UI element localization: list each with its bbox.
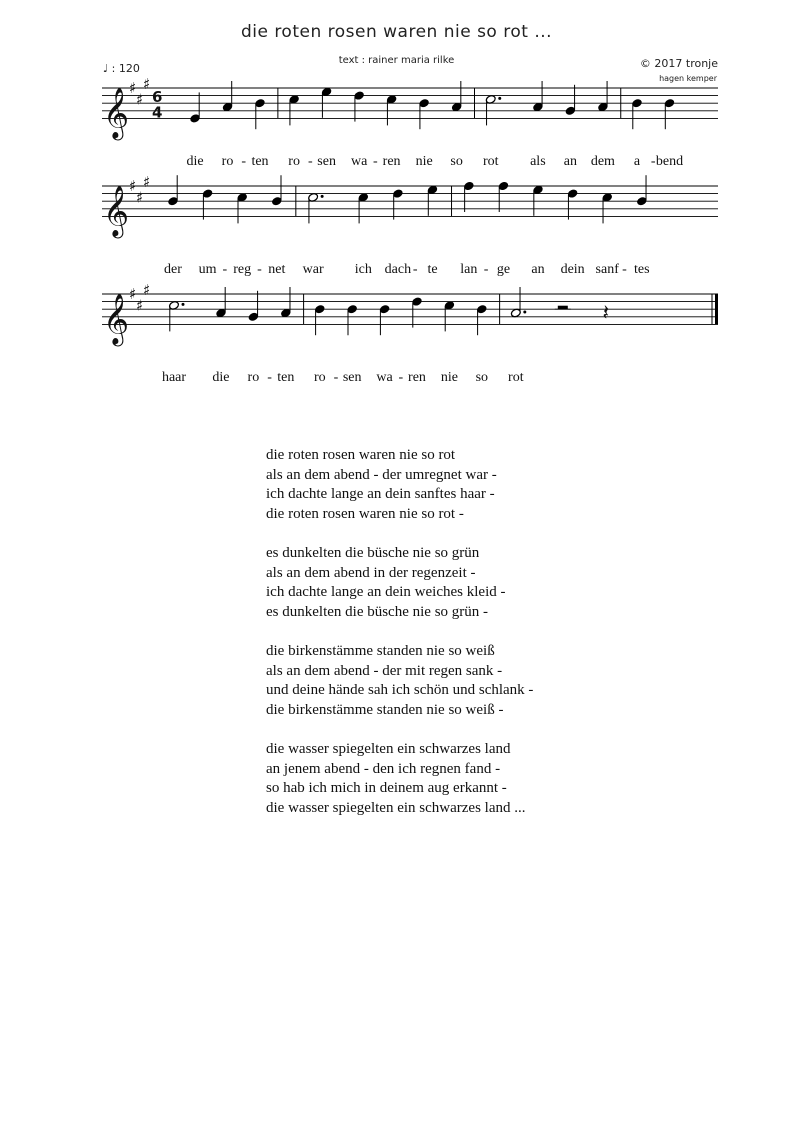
lyric-syllable: ren: [382, 154, 401, 169]
sharp-icon: ♯: [143, 281, 151, 300]
augmentation-dot: [182, 303, 185, 306]
lyric-syllable: ro: [221, 154, 234, 169]
lyric-hyphen: -: [622, 262, 627, 277]
lyric-syllable: die: [212, 370, 230, 385]
lyric-syllable: ge: [496, 262, 511, 277]
poem-line: an jenem abend - den ich regnen fand -: [266, 760, 501, 777]
sharp-icon: ♯: [129, 177, 137, 195]
lyric-syllable: reg: [233, 262, 252, 277]
lyric-syllable: te: [427, 262, 438, 277]
treble-clef-icon: 𝄞: [103, 87, 130, 139]
lyric-syllable: bend: [655, 154, 684, 169]
poem-line: ich dachte lange an dein weiches kleid -: [266, 584, 506, 601]
lyric-syllable: ro: [313, 370, 326, 385]
sharp-icon: ♯: [129, 79, 137, 97]
lyric-hyphen: -: [650, 154, 656, 169]
composer-name: hagen kemper: [659, 74, 717, 83]
lyric-hyphen: -: [373, 154, 378, 169]
sharp-icon: ♯: [136, 296, 144, 315]
sharp-icon: ♯: [136, 188, 144, 207]
lyric-hyphen: -: [222, 262, 228, 277]
lyric-syllable: wa: [350, 154, 368, 169]
poem-line: als an dem abend - der mit regen sank -: [266, 662, 503, 679]
lyric-syllable: so: [475, 370, 489, 385]
lyric-syllable: ten: [251, 154, 269, 169]
lyric-syllable: um: [198, 262, 217, 277]
poem-line: so hab ich mich in deinem aug erkannt -: [266, 780, 507, 797]
lyric-syllable: als: [530, 154, 546, 169]
sharp-icon: ♯: [143, 173, 151, 192]
song-title: die roten rosen waren nie so rot ...: [240, 22, 553, 42]
lyric-syllable: sanf: [595, 262, 619, 277]
lyric-hyphen: -: [257, 262, 262, 277]
lyric-syllable: ich: [354, 262, 372, 277]
augmentation-dot: [523, 311, 526, 314]
poem-stanza: [266, 446, 533, 524]
lyric-syllable: war: [302, 262, 324, 277]
lyric-syllable: sen: [342, 370, 362, 385]
augmentation-dot: [321, 195, 324, 198]
lyric-syllable: an: [563, 154, 577, 169]
lyric-hyphen: -: [483, 262, 489, 277]
lyric-hyphen: -: [333, 370, 339, 385]
text-credit: text : rainer maria rilke: [338, 55, 455, 66]
sharp-icon: ♯: [136, 90, 144, 109]
lyric-hyphen: -: [241, 154, 247, 169]
lyric-syllable: ro: [288, 154, 300, 169]
poem-line: die wasser spiegelten ein schwarzes land ...: [266, 799, 526, 816]
poem-line: die wasser spiegelten ein schwarzes land: [266, 740, 511, 757]
sheet-music: [0, 0, 793, 420]
lyric-hyphen: -: [412, 262, 418, 277]
poem-line: die roten rosen waren nie so rot -: [266, 505, 464, 522]
lyric-syllable: sen: [317, 154, 336, 169]
lyric-syllable: tes: [634, 262, 650, 277]
lyric-syllable: a: [633, 154, 641, 169]
poem-stanza: [266, 544, 533, 622]
lyric-syllable: ten: [277, 370, 295, 385]
quarter-rest-icon: 𝄽: [602, 300, 610, 326]
poem-line: es dunkelten die büsche nie so grün -: [266, 603, 489, 620]
sharp-icon: ♯: [143, 75, 151, 94]
lyric-hyphen: -: [398, 370, 404, 385]
poem-line: und deine hände sah ich schön und schlank -: [266, 682, 534, 699]
lyric-syllable: an: [531, 262, 545, 277]
lyric-syllable: ren: [408, 370, 426, 385]
treble-clef-icon: 𝄞: [103, 185, 130, 237]
lyric-syllable: nie: [440, 370, 458, 385]
treble-clef-icon: 𝄞: [103, 293, 130, 345]
lyric-syllable: der: [164, 262, 182, 277]
lyric-syllable: die: [186, 154, 204, 169]
lyric-syllable: lan: [460, 262, 478, 277]
lyric-hyphen: -: [308, 154, 313, 169]
lyric-syllable: rot: [508, 370, 524, 385]
poem-line: es dunkelten die büsche nie so grün: [266, 544, 480, 561]
poem-line: ich dachte lange an dein sanftes haar -: [266, 486, 495, 503]
lyric-hyphen: -: [267, 370, 272, 385]
half-rest-icon: [558, 306, 568, 310]
poem-line: die birkenstämme standen nie so weiß -: [266, 701, 504, 718]
copyright-notice: © 2017 tronje: [639, 57, 718, 70]
poem-line: die birkenstämme standen nie so weiß: [266, 642, 495, 659]
sharp-icon: ♯: [129, 285, 137, 303]
lyric-syllable: wa: [376, 370, 393, 385]
tempo-marking: ♩ : 120: [103, 62, 140, 75]
lyric-syllable: ro: [247, 370, 260, 385]
lyric-syllable: net: [268, 262, 286, 277]
lyric-syllable: so: [450, 154, 463, 169]
poem-stanza: [266, 740, 533, 818]
lyric-syllable: dein: [560, 262, 585, 277]
time-signature-top: 6: [152, 88, 163, 107]
lyric-syllable: dach: [384, 262, 412, 277]
lyric-syllable: haar: [161, 370, 187, 385]
poem-stanza: [266, 642, 533, 720]
poem-line: als an dem abend - der umregnet war -: [266, 466, 497, 483]
lyric-syllable: rot: [482, 154, 499, 169]
augmentation-dot: [498, 97, 501, 100]
lyric-syllable: nie: [415, 154, 433, 169]
poem-line: die roten rosen waren nie so rot: [266, 447, 456, 463]
poem-text: [266, 446, 533, 838]
time-signature-bottom: 4: [152, 103, 163, 122]
lyric-syllable: dem: [590, 154, 615, 169]
poem-line: als an dem abend in der regenzeit -: [266, 564, 476, 581]
